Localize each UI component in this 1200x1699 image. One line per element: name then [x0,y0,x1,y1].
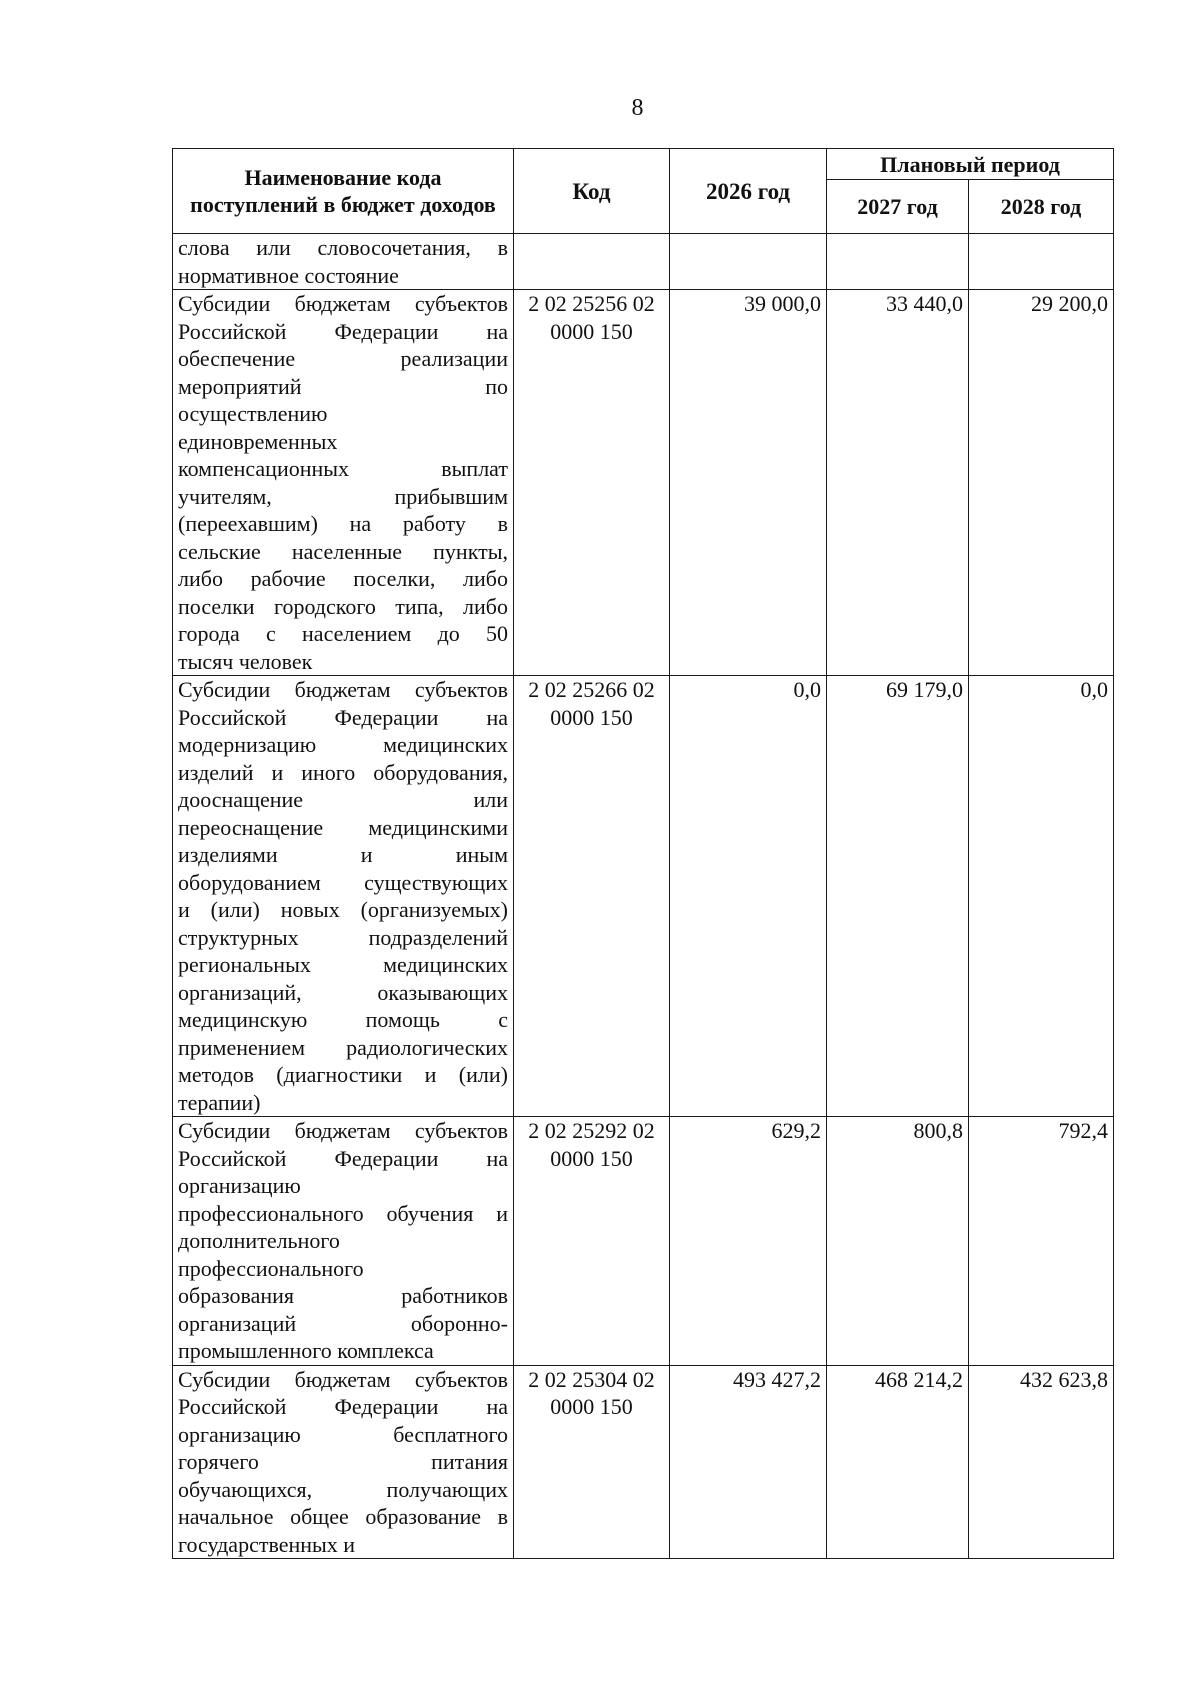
row-name-line: оборудованием существующих [178,869,508,895]
row-name-line: начальное общее образование в [178,1504,508,1529]
row-name-line: образования работников [178,1283,508,1308]
row-name-line: организаций оборонно- [178,1310,508,1336]
row-name-line: организаций, оказывающих [178,979,508,1005]
row-name-line: региональных медицинских [178,952,508,977]
row-name-line: Субсидии бюджетам субъектов [178,677,508,702]
row-name-line: переоснащение медицинскими [178,814,508,840]
row-name [173,234,514,290]
row-name [173,676,514,1117]
row-value-2026: 493 427,2 [670,1365,827,1559]
row-name-line: структурных подразделений [178,924,508,950]
row-name-line: методов (диагностики и (или) [178,1062,508,1087]
row-value-2028: 29 200,0 [969,290,1114,676]
row-value-2028 [969,234,1114,290]
row-name-line: изделиями и иным [178,842,508,867]
row-code-line: 2 02 25304 02 [528,1366,655,1392]
table-row [173,290,1114,676]
table-body [173,234,1114,1559]
row-value-2026: 629,2 [670,1117,827,1366]
row-name-line: дополнительного [178,1228,340,1253]
row-name-line: (переехавшим) на работу в [178,511,508,536]
row-name-line: медицинскую помощь с [178,1007,508,1032]
row-name-line: нормативное состояние [178,262,399,288]
row-name-line: организацию [178,1173,301,1198]
row-name-line: терапии) [178,1089,261,1115]
row-name-line: модернизацию медицинских [178,732,508,757]
row-code [514,676,670,1117]
row-name-line: горячего питания [178,1449,508,1474]
row-name-line: города с населением до 50 [178,621,508,646]
row-name-line: профессионального обучения и [178,1200,508,1226]
row-name-line: профессионального [178,1255,364,1281]
row-name-line: организацию бесплатного [178,1421,508,1447]
row-name-line: дооснащение или [178,787,508,812]
row-code-line: 2 02 25292 02 [528,1118,655,1143]
row-value-2027: 468 214,2 [827,1365,969,1559]
row-value-2028: 0,0 [969,676,1114,1117]
header-year-2027: 2027 год [827,180,969,234]
row-value-2028: 432 623,8 [969,1365,1114,1559]
row-code [514,1365,670,1559]
row-name-line: и (или) новых (организуемых) [178,897,508,922]
row-code-line: 0000 150 [550,1145,633,1171]
row-name-line: Российской Федерации на [178,1145,508,1171]
row-name-line: Субсидии бюджетам субъектов [178,291,508,316]
row-name-line: мероприятий по [178,373,508,399]
row-code-line: 2 02 25266 02 [528,677,655,702]
header-code: Код [514,149,670,234]
row-code-line: 0000 150 [550,1394,633,1419]
revenue-table [172,148,1114,1559]
row-name-line: слова или словосочетания, в [178,235,508,260]
row-value-2026 [670,234,827,290]
row-name-line: промышленного комплекса [178,1338,434,1363]
row-name-line: изделий и иного оборудования, [178,759,508,785]
row-name-line: осуществлению [178,401,328,426]
row-value-2026: 0,0 [670,676,827,1117]
row-name-line: государственных и [178,1531,356,1557]
row-code [514,1117,670,1366]
row-value-2026: 39 000,0 [670,290,827,676]
row-name-line: Российской Федерации на [178,318,508,344]
row-name-line: Субсидии бюджетам субъектов [178,1366,508,1392]
header-year-2028: 2028 год [969,180,1114,234]
row-value-2027: 69 179,0 [827,676,969,1117]
row-name-line: сельские населенные пункты, [178,538,508,564]
row-code-line: 2 02 25256 02 [528,291,655,316]
row-name [173,1117,514,1366]
row-value-2027: 33 440,0 [827,290,969,676]
table-row [173,676,1114,1117]
row-code [514,234,670,290]
row-code-line: 0000 150 [550,318,633,344]
row-value-2028: 792,4 [969,1117,1114,1366]
table-row [173,1365,1114,1559]
table-row [173,234,1114,290]
row-name-line: Субсидии бюджетам субъектов [178,1118,508,1143]
row-name-line: Российской Федерации на [178,1394,508,1419]
row-name-line: применением радиологических [178,1034,508,1060]
row-name [173,1365,514,1559]
row-name-line: компенсационных выплат [178,456,508,481]
row-name-line: обучающихся, получающих [178,1476,508,1502]
row-name-line: единовременных [178,428,338,454]
table-row [173,1117,1114,1366]
row-name-line: обеспечение реализации [178,346,508,371]
header-planning-period: Плановый период [827,149,1114,180]
row-value-2027 [827,234,969,290]
row-name-line: либо рабочие поселки, либо [178,566,508,591]
row-name-line: тысяч человек [178,648,313,674]
row-value-2027: 800,8 [827,1117,969,1366]
row-code-line: 0000 150 [550,704,633,730]
row-name-line: Российской Федерации на [178,704,508,730]
table-header [173,149,1114,234]
row-name-line: учителям, прибывшим [178,483,508,509]
header-year-2026: 2026 год [670,149,827,234]
row-name [173,290,514,676]
page-number: 8 [631,95,644,121]
row-code [514,290,670,676]
header-name: Наименование кода поступлений в бюджет доходов [173,149,514,234]
row-name-line: поселки городского типа, либо [178,593,508,619]
